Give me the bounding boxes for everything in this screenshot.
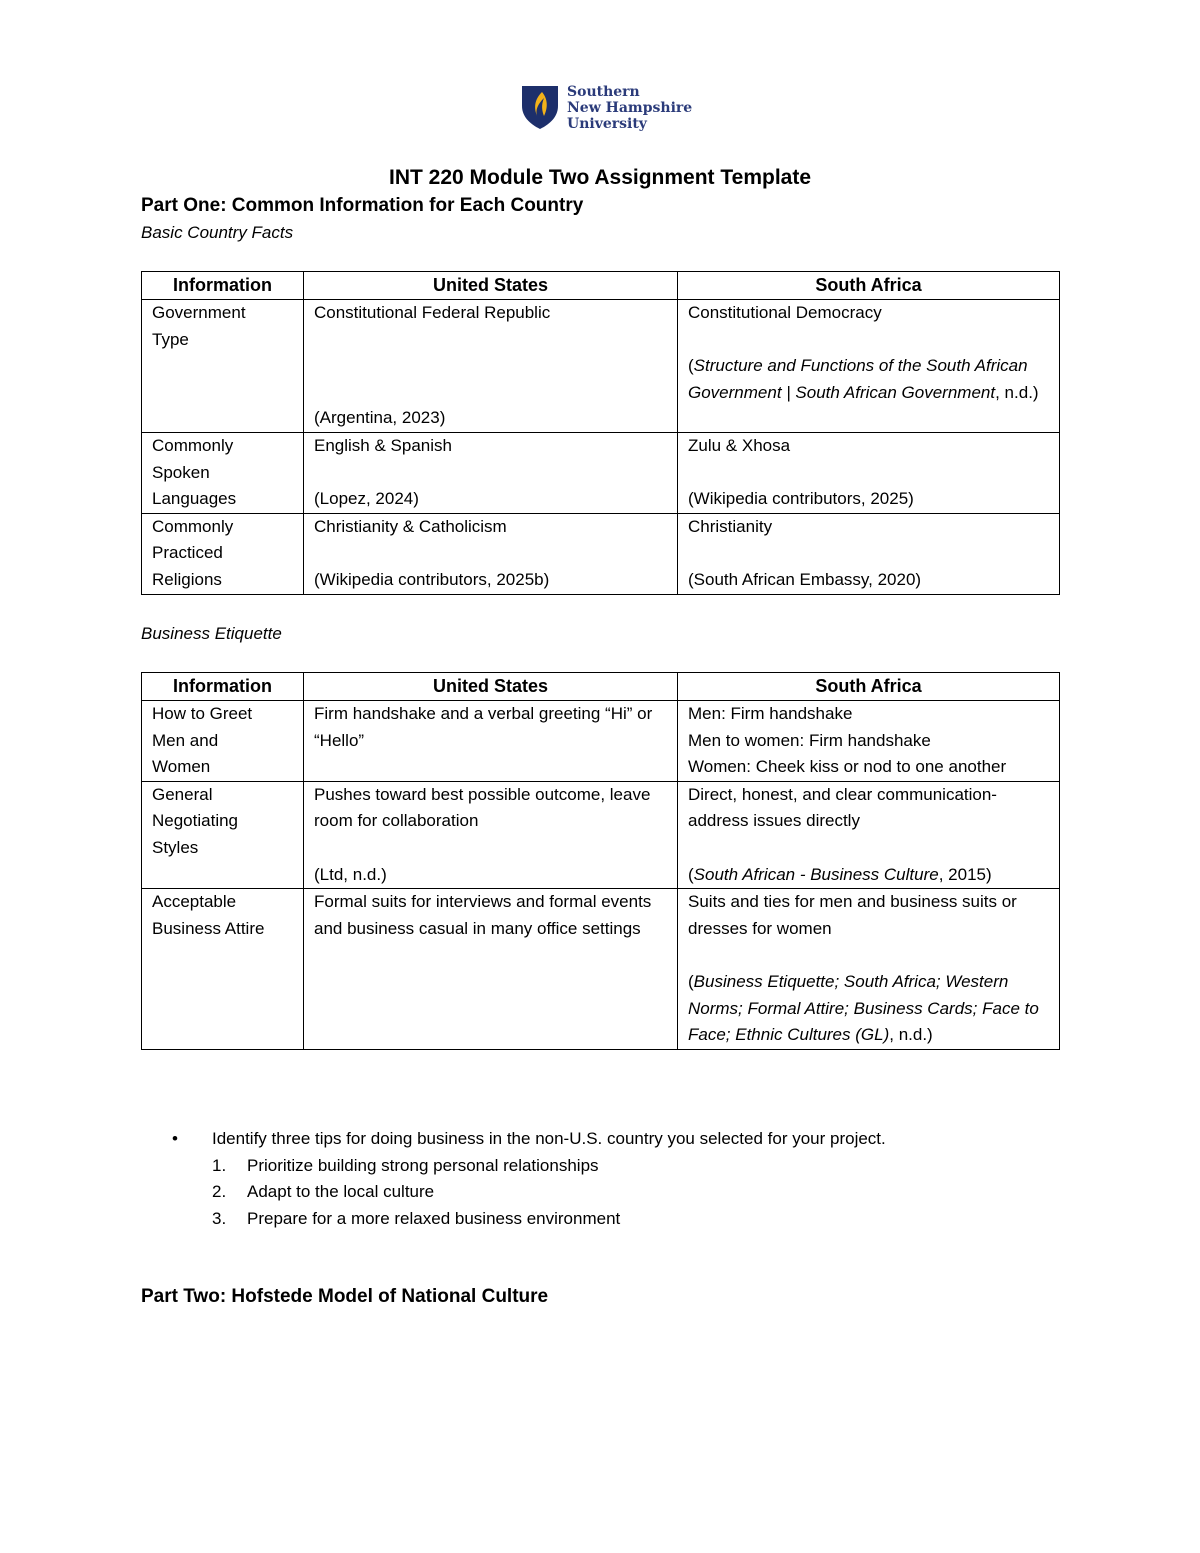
sa-value: Constitutional Democracy [688,303,882,322]
us-cell [304,300,678,433]
university-logo [520,84,693,132]
us-cell [304,433,678,514]
shield-flame-icon [520,84,560,130]
sa-citation: (Wikipedia contributors, 2025) [688,489,914,509]
table-header-row [142,272,1060,300]
logo-line: New Hampshire [567,100,693,116]
sa-value: Suits and ties for men and business suits or dresses for women [688,892,1017,938]
sa-cell [678,889,1060,1050]
us-value: Christianity & Catholicism [314,516,507,536]
us-cell [304,513,678,594]
table-row [142,889,1060,1050]
part-two-heading: Part Two: Hofstede Model of National Culture [141,1286,549,1307]
business-etiquette-label: Business Etiquette [141,624,282,643]
sa-line: Men: Firm handshake [688,704,853,723]
basic-facts-label: Basic Country Facts [141,223,294,242]
info-cell: Commonly Practiced Religions [142,513,304,594]
sa-line: Women: Cheek kiss or nod to one another [688,757,1007,777]
info-cell: General Negotiating Styles [142,781,304,888]
sa-value: Zulu & Xhosa [688,436,791,455]
sa-cell [678,513,1060,594]
part-one-heading: Part One: Common Information for Each Country [141,195,584,216]
us-value: Constitutional Federal Republic [314,303,551,322]
sa-cell [678,433,1060,514]
sa-value: Christianity [688,516,773,536]
us-citation: (Argentina, 2023) [314,408,446,428]
us-citation: (Lopez, 2024) [314,489,419,509]
sa-cell [678,701,1060,782]
list-item: 3. Prepare for a more relaxed business environment [212,1209,621,1228]
sa-cell [678,300,1060,433]
sa-value: Direct, honest, and clear communication- address issues directly [688,784,997,831]
bullet-icon: • [172,1129,178,1148]
table-row [142,433,1060,514]
table-header-row [142,673,1060,701]
us-value: Pushes toward best possible outcome, leave room for collaboration [314,784,651,831]
table-row [142,513,1060,594]
us-cell: Firm handshake and a verbal greeting “Hi” or “Hello” [304,701,678,782]
table-row [142,701,1060,782]
sa-citation: (Structure and Functions of the South African Government | South African Government, n.d.) [688,356,1039,402]
header-cell: Information [142,272,304,300]
sa-citation: (Business Etiquette; South Africa; Western Norms; Formal Attire; Business Cards; Face to Face; Ethnic Cultures (GL), n.d.) [688,971,1039,1045]
bullet-text: Identify three tips for doing business in the non-U.S. country you selected for your project. [212,1129,886,1148]
us-cell [304,781,678,888]
us-value: English & Spanish [314,436,452,455]
list-item: 2. Adapt to the local culture [212,1182,435,1201]
header-cell: United States [304,272,678,300]
info-cell: How to Greet Men and Women [142,701,304,782]
sa-cell [678,781,1060,888]
info-cell: Acceptable Business Attire [142,889,304,1050]
logo-wordmark [567,84,692,132]
us-citation: (Ltd, n.d.) [314,864,387,884]
basic-facts-table [141,271,1060,595]
document-title: INT 220 Module Two Assignment Template [389,166,811,189]
list-item: 1. Prioritize building strong personal relationships [212,1156,599,1175]
table-row [142,781,1060,888]
us-citation: (Wikipedia contributors, 2025b) [314,569,550,589]
info-cell: Government Type [142,300,304,433]
info-cell: Commonly Spoken Languages [142,433,304,514]
header-cell: Information [142,673,304,701]
business-etiquette-table [141,672,1060,1050]
sa-citation: (South African - Business Culture, 2015) [688,864,992,884]
logo-line: University [567,116,647,132]
header-cell: United States [304,673,678,701]
logo-line: Southern [567,84,640,100]
header-cell: South Africa [678,673,1060,701]
table-row [142,300,1060,433]
sa-citation: (South African Embassy, 2020) [688,569,922,589]
header-cell: South Africa [678,272,1060,300]
us-cell: Formal suits for interviews and formal events and business casual in many office settings [304,889,678,1050]
sa-line: Men to women: Firm handshake [688,730,931,750]
